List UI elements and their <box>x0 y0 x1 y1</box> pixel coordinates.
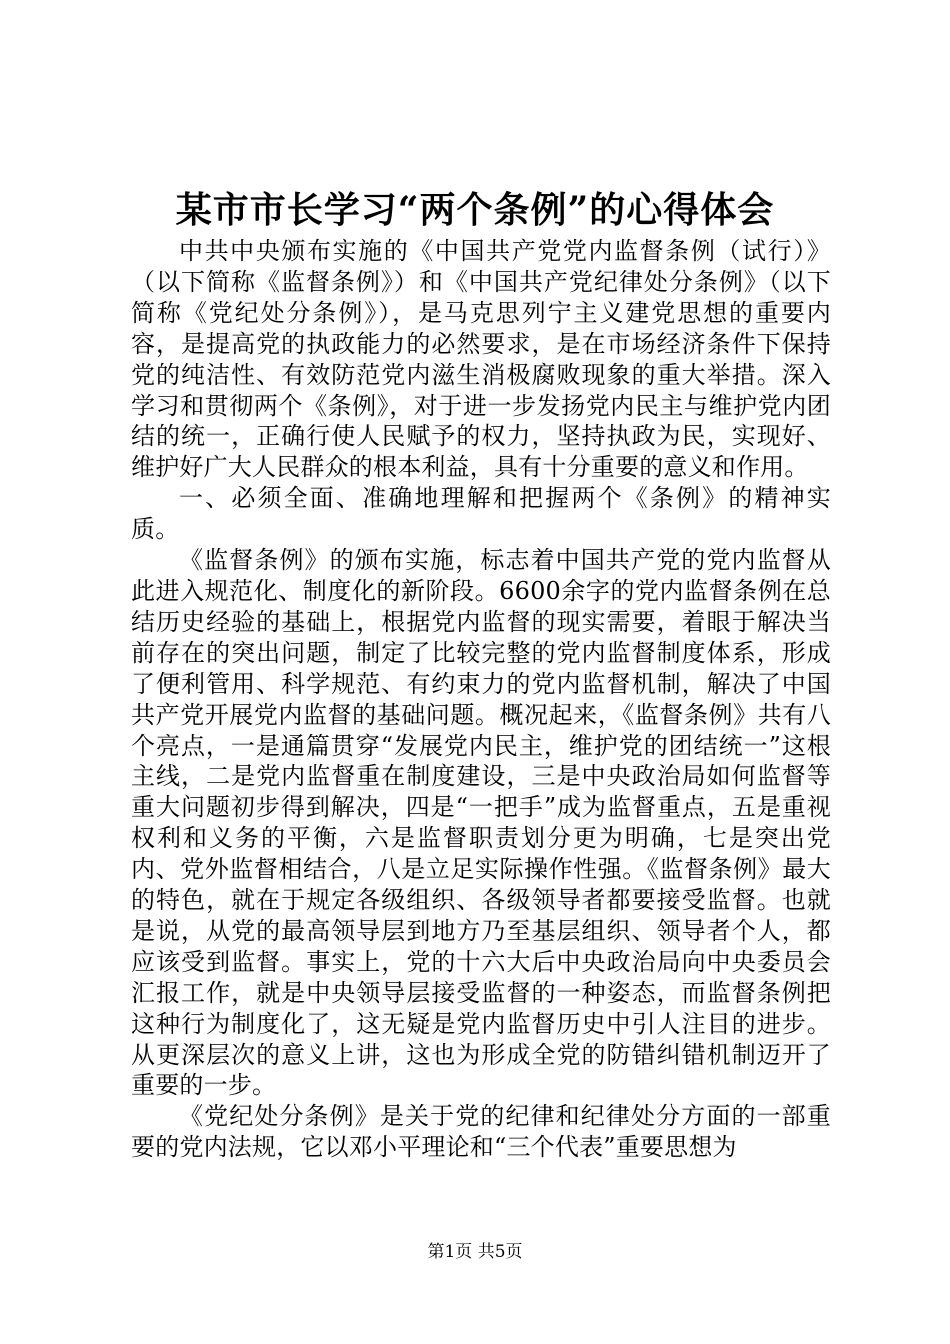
document-body <box>131 236 831 1163</box>
section-heading-1: 一、必须全面、准确地理解和把握两个《条例》的精神实质。 <box>131 484 831 544</box>
paragraph-discipline-regulation: 《党纪处分条例》是关于党的纪律和纪律处分方面的一部重要的党内法规，它以邓小平理论和“三个代表”重要思想为 <box>131 1102 831 1162</box>
document-title: 某市市长学习“两个条例”的心得体会 <box>175 189 775 231</box>
paragraph-intro: 中共中央颁布实施的《中国共产党党内监督条例（试行）》（以下简称《监督条例》）和《中国共产党纪律处分条例》（以下简称《党纪处分条例》），是马克思列宁主义建党思想的重要内容，是提高党的执政能力的必然要求，是在市场经济条件下保持党的纯洁性、有效防范党内滋生消极腐败现象的重大举措。深入学习和贯彻两个《条例》，对于进一步发扬党内民主与维护党内团结的统一，正确行使人民赋予的权力，坚持执政为民，实现好、维护好广大人民群众的根本利益，具有十分重要的意义和作用。 <box>131 237 831 482</box>
paragraph-supervision-regulation: 《监督条例》的颁布实施，标志着中国共产党的党内监督从此进入规范化、制度化的新阶段。6600余字的党内监督条例在总结历史经验的基础上，根据党内监督的现实需要，着眼于解决当前存在的突出问题，制定了比较完整的党内监督制度体系，形成了便利管用、科学规范、有约束力的党内监督机制，解决了中国共产党开展党内监督的基础问题。概况起来，《监督条例》共有八个亮点，一是通篇贯穿“发展党内民主，维护党的团结统一”这根主线，二是党内监督重在制度建设，三是中央政治局如何监督等重大问题初步得到解决，四是“一把手”成为监督重点，五是重视权利和义务的平衡，六是监督职责划分更为明确，七是突出党内、党外监督相结合，八是立足实际操作性强。《监督条例》最大的特色，就在于规定各级组织、各级领导者都要接受监督。也就是说，从党的最高领导层到地方乃至基层组织、领导者个人，都应该受到监督。事实上，党的十六大后中央政治局向中央委员会汇报工作，就是中央领导层接受监督的一种姿态，而监督条例把这种行为制度化了，这无疑是党内监督历史中引人注目的进步。从更深层次的意义上讲，这也为形成全党的防错纠错机制迈开了重要的一步。 <box>131 546 831 1100</box>
page-number-footer: 第1页 共5页 <box>427 1242 523 1262</box>
